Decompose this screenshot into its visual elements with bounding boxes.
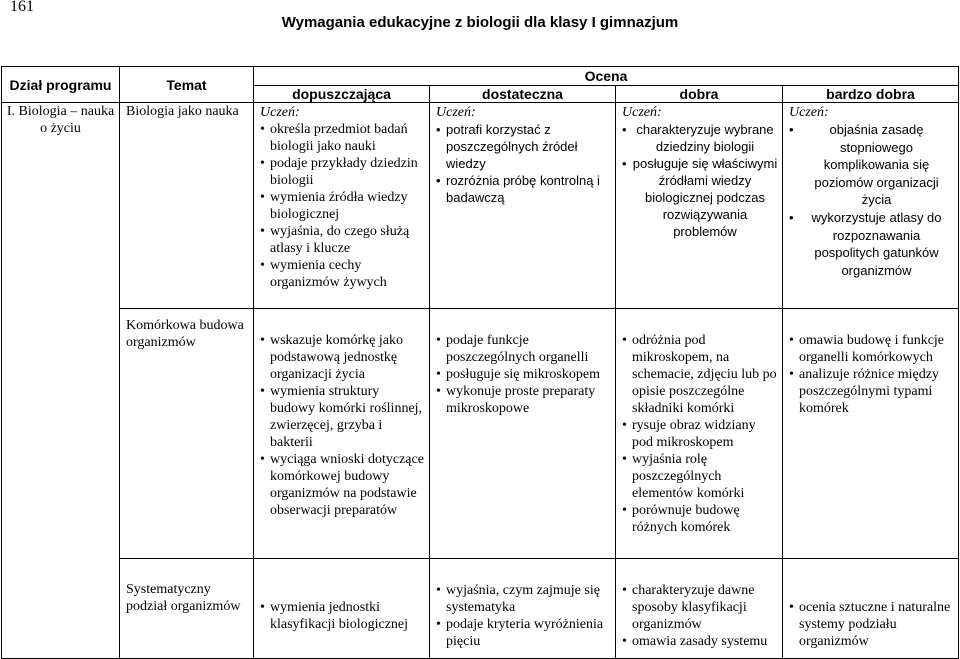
list-item: • objaśnia zasadę stopniowego komplikowania się poziomów organizacji życia — [789, 121, 954, 209]
list-item: • wykonuje proste preparaty mikroskopowe — [436, 383, 611, 417]
list-item: • potrafi korzystać z poszczególnych źródeł wiedzy — [436, 121, 611, 172]
requirements-dobra — [616, 103, 783, 309]
requirements-dobra — [616, 309, 783, 559]
temat-name: Biologia jako nauka — [126, 104, 239, 119]
list-item: • podaje przykłady dziedzin biologii — [260, 155, 425, 189]
requirements-dobra — [616, 559, 783, 659]
header-dobra: dobra — [616, 86, 783, 103]
requirements-table — [1, 66, 959, 659]
list-item: • posługuje się właściwymi źródłami wiedzy biologicznej podczas rozwiązywania problemów — [622, 155, 778, 240]
temat-cell — [120, 309, 254, 559]
header-ocena: Ocena — [254, 67, 959, 86]
requirements-dostateczna — [430, 103, 616, 309]
list-item: • podaje kryteria wyróżnienia pięciu — [436, 616, 611, 650]
list-item: • wymienia źródła wiedzy biologicznej — [260, 189, 425, 223]
requirements-dostateczna — [430, 309, 616, 559]
list-item: • wyjaśnia, czym zajmuje się systematyka — [436, 582, 611, 616]
uczen-label: Uczeń: — [789, 105, 829, 120]
temat-cell — [120, 103, 254, 309]
list-item: • wymienia jednostki klasyfikacji biologicznej — [260, 599, 425, 633]
list-item: • wskazuje komórkę jako podstawową jednostkę organizacji życia — [260, 332, 425, 383]
temat-name: Systematyczny podział organizmów — [126, 582, 241, 614]
list-item: • charakteryzuje dawne sposoby klasyfikacji organizmów — [622, 582, 778, 633]
requirements-bardzo-dobra — [783, 103, 959, 309]
list-item: • posługuje się mikroskopem — [436, 366, 611, 383]
list-item: • wyjaśnia rolę poszczególnych elementów komórki — [622, 451, 778, 502]
list-item: • wyjaśnia, do czego służą atlasy i klucze — [260, 223, 425, 257]
requirements-dostateczna — [430, 559, 616, 659]
uczen-label: Uczeń: — [260, 105, 300, 120]
dzial-name: I. Biologia – nauka o życiu — [6, 104, 115, 136]
header-bardzo-dobra: bardzo dobra — [783, 86, 959, 103]
header-dostateczna: dostateczna — [430, 86, 616, 103]
header-dopuszczajaca: dopuszczająca — [254, 86, 430, 103]
list-item: • wymienia struktury budowy komórki roślinnej, zwierzęcej, grzyba i bakterii — [260, 383, 425, 451]
list-item: • podaje funkcje poszczególnych organelli — [436, 332, 611, 366]
list-item: • omawia budowę i funkcje organelli komórkowych — [789, 332, 954, 366]
requirements-bardzo-dobra — [783, 559, 959, 659]
uczen-label: Uczeń: — [436, 105, 476, 120]
list-item: • wykorzystuje atlasy do rozpoznawania pospolitych gatunków organizmów — [789, 209, 954, 279]
header-temat: Temat — [120, 67, 254, 103]
list-item: • charakteryzuje wybrane dziedziny biologii — [622, 121, 778, 155]
list-item: • wymienia cechy organizmów żywych — [260, 257, 425, 291]
page-number: 161 — [10, 0, 34, 15]
list-item: • rysuje obraz widziany pod mikroskopem — [622, 417, 778, 451]
list-item: • wyciąga wnioski dotyczące komórkowej budowy organizmów na podstawie obserwacji preparatów — [260, 451, 425, 519]
temat-cell — [120, 559, 254, 659]
list-item: • odróżnia pod mikroskopem, na schemacie, zdjęciu lub po opisie poszczególne składniki komórki — [622, 332, 778, 417]
uczen-label: Uczeń: — [622, 105, 662, 120]
list-item: • omawia zasady systemu — [622, 633, 778, 650]
document-title: Wymagania edukacyjne z biologii dla klasy I gimnazjum — [281, 14, 679, 31]
list-item: • analizuje różnice między poszczególnymi typami komórek — [789, 366, 954, 417]
list-item: • ocenia sztuczne i naturalne systemy podziału organizmów — [789, 599, 954, 650]
header-dzial: Dział programu — [2, 67, 120, 103]
dzial-cell — [2, 103, 120, 659]
requirements-dopuszczajaca — [254, 103, 430, 309]
temat-name: Komórkowa budowa organizmów — [126, 318, 244, 350]
requirements-dopuszczajaca — [254, 559, 430, 659]
requirements-bardzo-dobra — [783, 309, 959, 559]
requirements-dopuszczajaca — [254, 309, 430, 559]
list-item: • rozróżnia próbę kontrolną i badawczą — [436, 172, 611, 206]
list-item: • porównuje budowę różnych komórek — [622, 502, 778, 536]
list-item: • określa przedmiot badań biologii jako nauki — [260, 121, 425, 155]
